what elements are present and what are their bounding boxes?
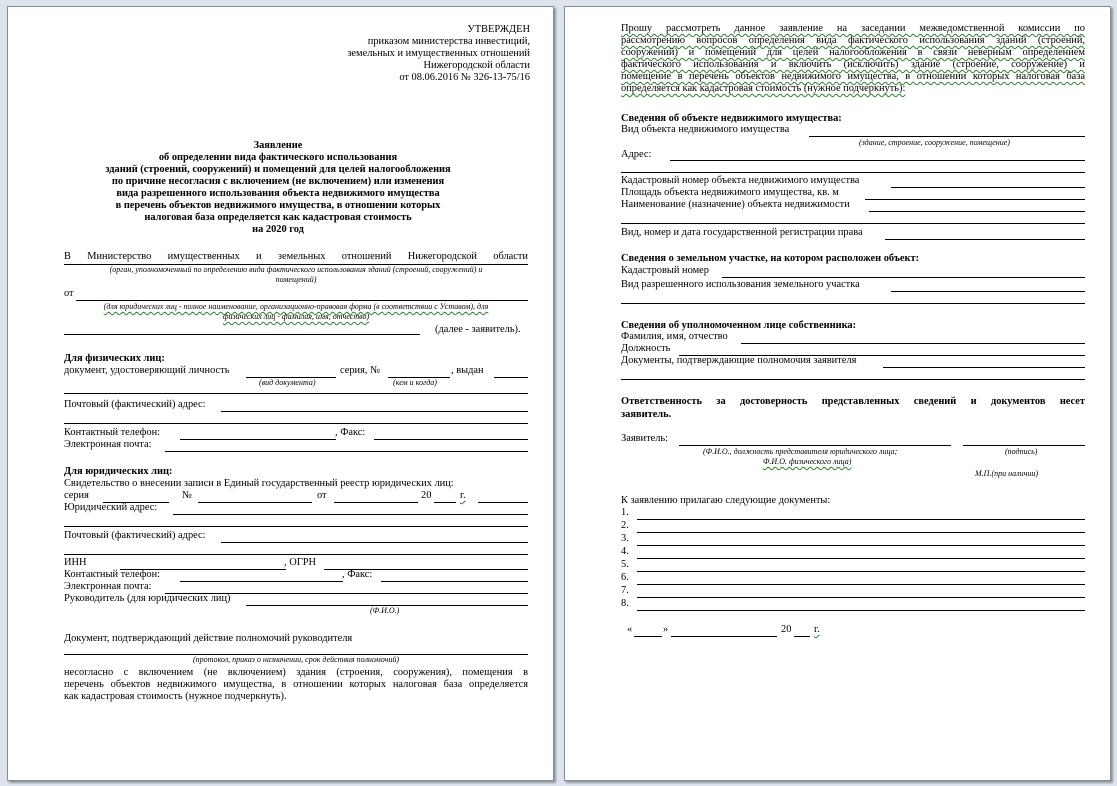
document-page-1 bbox=[7, 6, 554, 781]
issued-field[interactable] bbox=[494, 377, 528, 378]
attachment-number: 1. bbox=[621, 507, 629, 518]
land-use-field[interactable] bbox=[891, 291, 1085, 292]
approval-stamp-line-1: УТВЕРЖДЕН bbox=[467, 24, 530, 35]
attachment-field[interactable] bbox=[637, 545, 1085, 546]
representative-fio-label: Фамилия, имя, отчество bbox=[621, 331, 728, 342]
postal-address-field-2[interactable] bbox=[64, 423, 528, 424]
approval-stamp-line-5: от 08.06.2016 № 326-13-75/16 bbox=[399, 72, 530, 83]
request-line-1: Прошу рассмотреть данное заявление на заседании межведомственной комиссии по bbox=[621, 23, 1085, 34]
attachment-field[interactable] bbox=[637, 571, 1085, 572]
land-use-label: Вид разрешенного использования земельного участка bbox=[621, 279, 860, 290]
head-hint: (Ф.И.О.) bbox=[370, 606, 400, 615]
legal-year-suffix: г. bbox=[460, 490, 466, 501]
attachment-number: 5. bbox=[621, 559, 629, 570]
property-heading: Сведения об объекте недвижимого имущества: bbox=[621, 113, 842, 124]
legal-fax-field[interactable] bbox=[381, 581, 528, 582]
legal-fax-label: , Факс: bbox=[342, 569, 373, 580]
phone-label: Контактный телефон: bbox=[64, 427, 161, 438]
id-document-label: документ, удостоверяющий личность bbox=[64, 365, 230, 376]
attachment-number: 7. bbox=[621, 585, 629, 596]
representative-docs-field-2[interactable] bbox=[621, 379, 1085, 380]
legal-phone-field[interactable] bbox=[180, 581, 343, 582]
property-cadastral-label: Кадастровый номер объекта недвижимого имущества bbox=[621, 175, 860, 186]
representative-position-label: Должность bbox=[621, 343, 671, 354]
attachments-label: К заявлению прилагаю следующие документы: bbox=[621, 495, 831, 506]
attachment-field[interactable] bbox=[637, 532, 1085, 533]
property-type-label: Вид объекта недвижимого имущества bbox=[621, 124, 790, 135]
legal-from-label: от bbox=[317, 490, 327, 501]
request-line-4: фактического использования и включить (исключить) здание (строение, сооружение) и bbox=[621, 59, 1085, 70]
legal-date-field[interactable] bbox=[334, 502, 418, 503]
issued-field-2[interactable] bbox=[64, 393, 528, 394]
property-registration-field[interactable] bbox=[885, 239, 1085, 240]
request-line-6: определяется как кадастровая стоимость (нужное подчеркнуть): bbox=[621, 83, 906, 94]
title-line-8: на 2020 год bbox=[252, 224, 304, 235]
disagree-line-3: как кадастровая стоимость (нужное подчеркнуть). bbox=[64, 691, 287, 702]
attachment-number: 2. bbox=[621, 520, 629, 531]
fio-hint-2: Ф.И.О. физического лица) bbox=[763, 457, 852, 466]
doc-hint: (вид документа) bbox=[259, 378, 316, 387]
series-label: серия, № bbox=[340, 365, 380, 376]
title-line-4: по причине несогласия с включением (не включением) или изменения bbox=[111, 176, 445, 187]
ogrn-label: , ОГРН bbox=[284, 557, 316, 568]
email-label: Электронная почта: bbox=[64, 439, 152, 450]
legal-heading: Для юридических лиц: bbox=[64, 466, 173, 477]
addressee-hint-2: помещений) bbox=[275, 275, 317, 284]
title-line-2: об определении вида фактического использования bbox=[158, 152, 398, 163]
request-line-5: помещение в перечень объектов недвижимого имущества, в отношении которых налоговая база bbox=[621, 71, 1085, 82]
head-label: Руководитель (для юридических лиц) bbox=[64, 593, 231, 604]
certificate-label: Свидетельство о внесении записи в Единый государственный реестр юридических лиц: bbox=[64, 478, 454, 489]
date-close-quote: » bbox=[663, 624, 669, 635]
issued-hint: (кем и когда) bbox=[393, 378, 437, 387]
property-type-hint: (здание, строение, сооружение, помещение) bbox=[859, 138, 1010, 147]
from-hint-2: физических лиц - фамилия, имя, отчество) bbox=[222, 312, 370, 321]
addressee-text: В Министерство имущественных и земельных отношений Нижегородской области bbox=[64, 251, 528, 262]
approval-stamp-line-2: приказом министерства инвестиций, bbox=[367, 36, 530, 47]
postal-address-field[interactable] bbox=[221, 411, 528, 412]
fax-label: , Факс: bbox=[335, 427, 366, 438]
stamp-hint: М.П.(при наличии) bbox=[975, 469, 1039, 478]
disagree-line-2: перечень объектов недвижимого имущества, в отношении которых налоговая база определяется bbox=[64, 679, 528, 690]
request-line-2: рассмотрению вопросов определения вида фактического использования зданий (строений, bbox=[621, 35, 1085, 46]
land-cadastral-field[interactable] bbox=[722, 277, 1085, 278]
attachment-number: 3. bbox=[621, 533, 629, 544]
title-line-7: налоговая база определяется как кадастровая стоимость bbox=[144, 212, 412, 223]
property-type-field[interactable] bbox=[809, 136, 1085, 137]
title-line-6: в перечень объектов недвижимого имущества, в отношении которых bbox=[115, 200, 441, 211]
representative-docs-field[interactable] bbox=[883, 367, 1085, 368]
representative-fio-field[interactable] bbox=[741, 343, 1085, 344]
addressee-hint-1: (орган, уполномоченный по определению вида фактического использования зданий (строений, сооружений) и bbox=[109, 265, 483, 274]
document-page-2 bbox=[564, 6, 1111, 781]
from-label: от bbox=[64, 288, 74, 299]
issued-label: , выдан bbox=[451, 365, 484, 376]
applicant-suffix: (далее - заявитель). bbox=[435, 324, 521, 335]
attachment-number: 4. bbox=[621, 546, 629, 557]
date-year-prefix: 20 bbox=[781, 624, 792, 635]
title-line-5: вида разрешенного использования объекта недвижимого имущества bbox=[116, 188, 440, 199]
legal-address-label: Юридический адрес: bbox=[64, 502, 158, 513]
disagree-line-1: несогласно с включением (не включением) здания (строения, сооружения), помещения в bbox=[64, 667, 528, 678]
applicant-fio-field[interactable] bbox=[679, 445, 951, 446]
attachment-field[interactable] bbox=[637, 597, 1085, 598]
title-line-3: зданий (строений, сооружений) и помещений для целей налогообложения bbox=[105, 164, 451, 175]
legal-postal-field-2[interactable] bbox=[64, 554, 528, 555]
email-field[interactable] bbox=[165, 451, 528, 452]
legal-email-label: Электронная почта: bbox=[64, 581, 152, 592]
legal-number-field[interactable] bbox=[198, 502, 312, 503]
applicant-name-line-2[interactable] bbox=[64, 334, 420, 335]
page-title: Заявление bbox=[253, 140, 303, 151]
property-name-field-2[interactable] bbox=[621, 223, 1085, 224]
property-address-field[interactable] bbox=[670, 160, 1085, 161]
authority-doc-label: Документ, подтверждающий действие полномочий руководителя bbox=[64, 633, 353, 644]
legal-phone-label: Контактный телефон: bbox=[64, 569, 161, 580]
approval-stamp-line-4: Нижегородской области bbox=[423, 60, 530, 71]
property-area-label: Площадь объекта недвижимого имущества, кв. м bbox=[621, 187, 839, 198]
legal-address-field[interactable] bbox=[173, 514, 528, 515]
inn-label: ИНН bbox=[64, 557, 87, 568]
applicant-name-line[interactable] bbox=[76, 300, 528, 301]
approval-stamp-line-3: земельных и имущественных отношений bbox=[347, 48, 530, 59]
property-name-field[interactable] bbox=[869, 211, 1085, 212]
legal-postal-label: Почтовый (фактический) адрес: bbox=[64, 530, 206, 541]
representative-heading: Сведения об уполномоченном лице собственника: bbox=[621, 320, 857, 331]
authority-hint: (протокол, приказ о назначении, срок действия полномочий) bbox=[193, 655, 399, 664]
attachment-number: 8. bbox=[621, 598, 629, 609]
attachment-field[interactable] bbox=[637, 558, 1085, 559]
applicant-signature-label: Заявитель: bbox=[621, 433, 669, 444]
property-address-field-2[interactable] bbox=[621, 172, 1085, 173]
date-year-suffix: г. bbox=[814, 624, 820, 635]
property-address-label: Адрес: bbox=[621, 149, 652, 160]
attachment-field[interactable] bbox=[637, 519, 1085, 520]
attachment-field[interactable] bbox=[637, 584, 1085, 585]
land-cadastral-label: Кадастровый номер bbox=[621, 265, 709, 276]
property-registration-label: Вид, номер и дата государственной регистрации права bbox=[621, 227, 863, 238]
date-open-quote: « bbox=[627, 624, 633, 635]
property-cadastral-field[interactable] bbox=[891, 187, 1085, 188]
applicant-signature-field[interactable] bbox=[963, 445, 1085, 446]
legal-number-label: № bbox=[182, 490, 192, 501]
phone-field[interactable] bbox=[180, 439, 336, 440]
attachment-field[interactable] bbox=[637, 610, 1085, 611]
property-area-field[interactable] bbox=[865, 199, 1085, 200]
attachment-number: 6. bbox=[621, 572, 629, 583]
responsibility-line-1: Ответственность за достоверность представленных сведений и документов несет bbox=[621, 396, 1085, 407]
request-line-3: сооружений) и помещений для целей налогообложения в связи неверным определением bbox=[621, 47, 1085, 58]
representative-docs-label: Документы, подтверждающие полномочия заявителя bbox=[621, 355, 857, 366]
land-use-field-2[interactable] bbox=[621, 303, 1085, 304]
responsibility-line-2: заявитель. bbox=[621, 409, 672, 420]
legal-extra-field[interactable] bbox=[478, 502, 528, 503]
legal-year-field[interactable] bbox=[434, 502, 456, 503]
legal-series-label: серия bbox=[64, 490, 89, 501]
date-day-field[interactable] bbox=[634, 636, 662, 637]
legal-postal-field[interactable] bbox=[221, 542, 528, 543]
land-heading: Сведения о земельном участке, на котором расположен объект: bbox=[621, 253, 920, 264]
legal-address-field-2[interactable] bbox=[64, 526, 528, 527]
sign-hint: (подпись) bbox=[1005, 447, 1038, 456]
individuals-heading: Для физических лиц: bbox=[64, 353, 165, 364]
from-hint-1: (для юридических лиц - полное наименование, организационно-правовая форма (в соответствии с Уставом), для bbox=[103, 302, 489, 311]
date-month-field[interactable] bbox=[671, 636, 777, 637]
fio-hint-1: (Ф.И.О., должность представителя юридического лица; bbox=[703, 447, 898, 456]
postal-address-label: Почтовый (фактический) адрес: bbox=[64, 399, 206, 410]
date-year-field[interactable] bbox=[794, 636, 810, 637]
legal-year-label: 20 bbox=[421, 490, 432, 501]
property-name-label: Наименование (назначение) объекта недвижимости bbox=[621, 199, 850, 210]
fax-field[interactable] bbox=[374, 439, 528, 440]
